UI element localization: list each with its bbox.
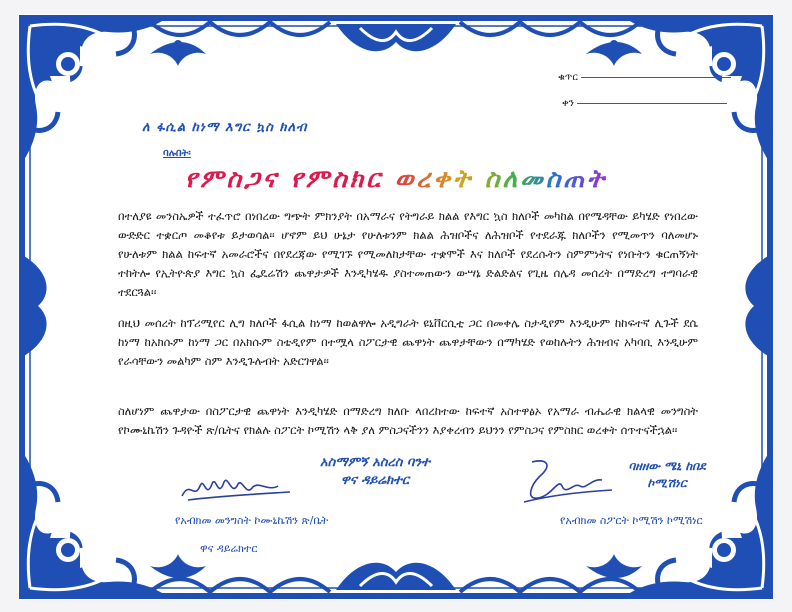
left-signatory-name: አስማምኝ አስረስ ባንተ — [320, 455, 430, 470]
right-signatory-title: ኮሚሽነር — [647, 476, 687, 490]
right-signatory-name: ባዘዘው ሜኒ ከበደ — [628, 459, 706, 473]
date-blank — [577, 102, 727, 104]
body-paragraph-2: በዚህ መሰረት ከፕሪሚየር ሊግ ክለቦች ፋሲል ከነማ ከወልዋሎ አዲግራት ዩኒቨርሲቲ ጋር በመቀሌ ስታዲየም እንዲሁም ከከፍተኛ ሊጉች ደሴ ከነማ ከአክሱም ከነማ ጋር በአክሱም ስቴዲየም በተሟላ ስፖርታዊ ጨዋነት ጨዋታቸውን በማካሄድ የወከሉትን ሕዝብና አካባቢ እንዲሁም የራሳቸውን መልካም ስም እንዲጉሉብት አድርገዋል፡፡ — [118, 316, 698, 368]
greeting: ባሉበት፡ — [163, 148, 191, 159]
right-signatory — [622, 458, 712, 492]
body-paragraph-1: በተለያዩ መንስኤዎች ተፈጥሮ በነበረው ግጭት ምክንያት በአማራና የትግራይ ክልል የእግር ኳስ ክለቦች መካከል በየሜዳቸው ይካሄድ የነበረው ውድድር ተቋርጦ መቆየቱ ይታወሳል፡፡ ሆኖም ይህ ሁኔታ የሁለቱንም ክልል ሕዝቦችና ለሕዝቦች የተደራጁ ክለቦችን የሚመጥን ባለመሆኑ የሁለቱም ክልል ከፍተኛ አመራሮችና በየደረጃው የሚገኙ የሚመለከታቸው ተቋሞች እና ክለቦች የደረሱትን ስምምነትና የነቡትን ቁርጠኝነት ተከትሎ የኢትዮጵያ እግር ኳስ ፌዴሬሽን ጨዋታዎች እንዲካሄዱ ያስተመጠውን ውሣኔ ድልድልና የጊዜ ሰሌዳ መሰረት በማድረግ ተግባራዊ ተደርጓል፡፡ — [118, 209, 698, 299]
right-organization: የአብክመ ስፖርት ኮሚሽን ኮሚሽነር — [560, 514, 703, 527]
certificate-title — [0, 154, 792, 200]
number-label: ቁጥር — [558, 72, 578, 83]
number-blank — [581, 76, 731, 78]
date-label: ቀን — [562, 98, 574, 109]
addressee: ለ ፋሲል ከነማ እግር ኳስ ክለብ — [142, 120, 308, 135]
number-line — [558, 72, 731, 83]
certificate-title-text: የምስጋና የምስክር ወረቀት ስለመስጠት — [184, 164, 608, 193]
date-line — [562, 98, 727, 109]
handwritten-signature-left — [178, 470, 298, 510]
left-signatory — [300, 454, 450, 490]
left-organization-title: ዋና ዳይሬክተር — [200, 542, 258, 555]
left-signatory-title: ዋና ዳይሬክተር — [340, 473, 410, 488]
handwritten-signature-right — [518, 456, 618, 508]
body-paragraph-3: ስለሆነም ጨዋታው በስፖርታዊ ጨዋነት እንዲካሄድ በማድረግ ክለቡ ላበረከተው ከፍተኛ አስተዋፅኦ የአማራ ብሔራዊ ክልላዊ መንግስት የኮሙኒኬሽን ጉዳዮች ጽ/ቤትና የክልሉ ስፖርት ኮሚሽን ላቅ ያለ ምስጋናችንን እያቀረብን ይህንን የምስጋና የምስክር ወረቀት ሰጥተናችኋል፡፡ — [118, 404, 698, 437]
left-organization: የአብክመ መንግስት ኮሙኒኬሽን ጽ/ቤት — [175, 514, 329, 527]
